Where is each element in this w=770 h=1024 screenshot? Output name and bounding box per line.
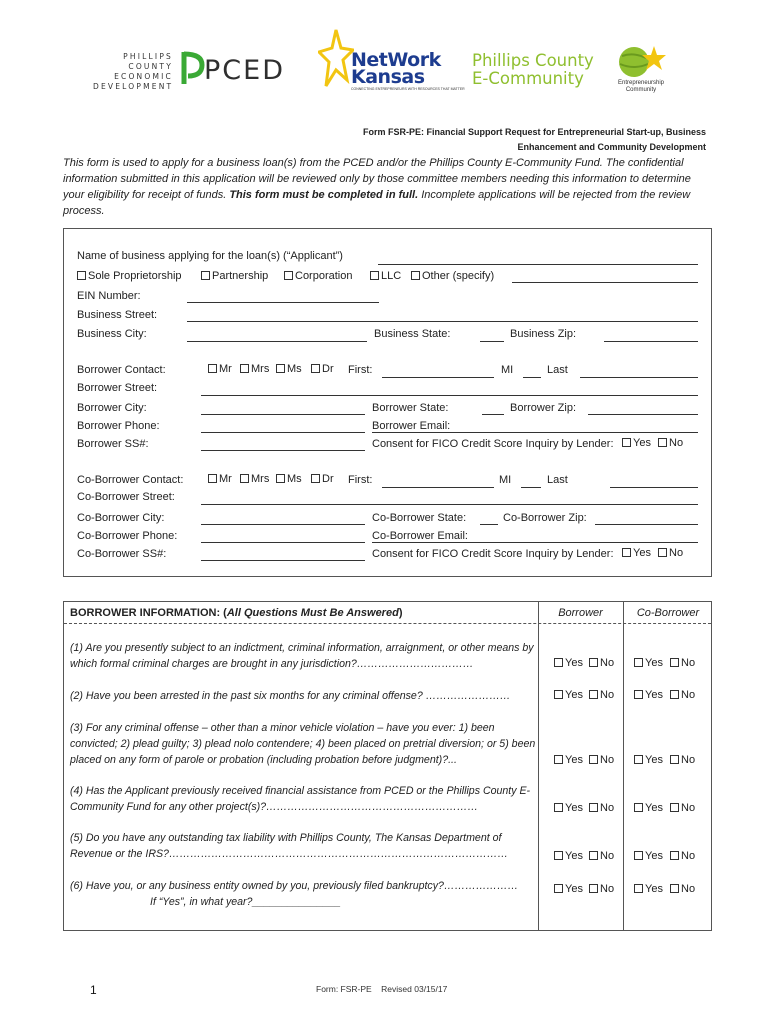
borrower-title-mrs-checkbox[interactable]: [240, 363, 269, 376]
question-1: (1) Are you presently subject to an indictment, criminal information, arraignment, or other means by which formal criminal charges are brought in any jurisdiction?……………………………: [70, 642, 534, 670]
coborrower-first-label: First:: [348, 474, 373, 486]
checkbox-icon: [670, 755, 679, 764]
coborrower-city-field[interactable]: [201, 524, 365, 525]
borrower-consent-label: Consent for FICO Credit Score Inquiry by Lender:: [372, 438, 614, 450]
checkbox-icon: [311, 474, 320, 483]
logo-line: Phillips County: [472, 51, 594, 70]
borrower-information-table: [63, 601, 712, 931]
intro-text: Incomplete applications will be rejected from the review process.: [63, 189, 691, 217]
question-2: (2) Have you been arrested in the past six months for any criminal offense? ……………………: [70, 690, 511, 702]
borrower-title-dr-checkbox[interactable]: [311, 363, 334, 376]
entity-label: Sole Proprietorship: [88, 270, 182, 282]
no-label: No: [681, 657, 696, 669]
yes-label: Yes: [565, 689, 583, 701]
coborrower-email-field[interactable]: [372, 542, 698, 543]
borrower-email-field[interactable]: [372, 432, 698, 433]
q3-borrower-no-checkbox[interactable]: [589, 754, 614, 766]
borrower-title-ms-checkbox[interactable]: [276, 363, 302, 376]
q6-borrower-yes-checkbox[interactable]: [554, 883, 583, 895]
yes-label: Yes: [645, 754, 663, 766]
borrower-zip-field[interactable]: [588, 414, 698, 415]
checkbox-icon: [411, 271, 420, 280]
entity-partnership-checkbox[interactable]: [201, 270, 268, 283]
q2-coborrower-yes-checkbox[interactable]: [634, 689, 663, 701]
q1-coborrower-no-checkbox[interactable]: [670, 657, 695, 669]
logo-line: DEVELOPMENT: [93, 82, 174, 91]
borrower-ss-label: Borrower SS#:: [77, 438, 149, 450]
checkbox-icon: [670, 803, 679, 812]
checkbox-icon: [554, 851, 563, 860]
borrower-street-field[interactable]: [201, 395, 698, 396]
logo-line: COUNTY: [128, 62, 173, 71]
checkbox-icon: [670, 851, 679, 860]
q4-borrower-no-checkbox[interactable]: [589, 802, 614, 814]
coborrower-consent-yes-checkbox[interactable]: [622, 547, 651, 560]
coborrower-consent-no-checkbox[interactable]: [658, 547, 683, 560]
no-label: No: [600, 754, 615, 766]
borrower-consent-no-checkbox[interactable]: [658, 437, 683, 450]
checkbox-icon: [634, 690, 643, 699]
title-label: Dr: [322, 473, 334, 485]
business-state-label: Business State:: [374, 328, 451, 340]
entity-corporation-checkbox[interactable]: [284, 270, 352, 283]
q4-coborrower-no-checkbox[interactable]: [670, 802, 695, 814]
q6-borrower-no-checkbox[interactable]: [589, 883, 614, 895]
column-header-borrower: Borrower: [558, 607, 603, 619]
no-label: No: [600, 850, 615, 862]
borrower-first-field[interactable]: [382, 377, 494, 378]
title-label: Mr: [219, 473, 232, 485]
borrower-state-field[interactable]: [482, 414, 504, 415]
ein-field[interactable]: [187, 302, 379, 303]
entity-label: Corporation: [295, 270, 353, 282]
form-title-line: Form FSR-PE: Financial Support Request for Entrepreneurial Start-up, Business: [362, 127, 706, 137]
question-5: (5) Do you have any outstanding tax liability with Phillips County, The Kansas Department of Revenue or the IRS?……………………………………………………………………………………: [70, 832, 508, 860]
q2-borrower-yes-checkbox[interactable]: [554, 689, 583, 701]
logo-line: E-Community: [472, 69, 584, 88]
page-number: 1: [90, 983, 97, 997]
q4-coborrower-yes-checkbox[interactable]: [634, 802, 663, 814]
title-label: Mrs: [251, 363, 270, 375]
checkbox-icon: [622, 438, 631, 447]
borrower-city-label: Borrower City:: [77, 402, 147, 414]
ein-label: EIN Number:: [77, 290, 141, 302]
q3-borrower-yes-checkbox[interactable]: [554, 754, 583, 766]
checkbox-icon: [634, 803, 643, 812]
checkbox-icon: [284, 271, 293, 280]
pced-logo-word: PCED: [204, 55, 285, 86]
entity-sole-prop-checkbox[interactable]: [77, 270, 182, 283]
intro-paragraph: [63, 155, 713, 219]
title-label: Mrs: [251, 473, 270, 485]
no-label: No: [669, 547, 684, 559]
column-header-coborrower: Co-Borrower: [636, 607, 700, 619]
network-kansas-star-icon: [318, 28, 354, 90]
question-6: (6) Have you, or any business entity owned by you, previously filed bankruptcy?…………………: [70, 880, 519, 892]
borrower-phone-label: Borrower Phone:: [77, 420, 160, 432]
eec-logo-text: [606, 80, 676, 93]
yes-label: Yes: [633, 547, 651, 559]
title-label: Dr: [322, 363, 334, 375]
no-label: No: [681, 689, 696, 701]
no-label: No: [600, 657, 615, 669]
yes-label: Yes: [565, 754, 583, 766]
heading-italic: All Questions Must Be Answered: [226, 607, 399, 619]
phillips-county-logo-text: [93, 52, 173, 92]
yes-label: Yes: [645, 883, 663, 895]
checkbox-icon: [589, 658, 598, 667]
logo-line: ECONOMIC: [114, 72, 173, 81]
checkbox-icon: [634, 658, 643, 667]
e-community-logo: [472, 52, 594, 88]
checkbox-icon: [276, 474, 285, 483]
q1-coborrower-yes-checkbox[interactable]: [634, 657, 663, 669]
business-city-label: Business City:: [77, 328, 147, 340]
coborrower-mi-field[interactable]: [521, 487, 541, 488]
checkbox-icon: [589, 690, 598, 699]
no-label: No: [681, 883, 696, 895]
checkbox-icon: [589, 755, 598, 764]
q4-borrower-yes-checkbox[interactable]: [554, 802, 583, 814]
entity-label: LLC: [381, 270, 402, 282]
coborrower-ss-label: Co-Borrower SS#:: [77, 548, 167, 560]
coborrower-zip-field[interactable]: [595, 524, 698, 525]
no-label: No: [681, 754, 696, 766]
question-3: (3) For any criminal offense – other than a minor vehicle violation – have you ever: 1) been convicted; 2) plead guilty; 3) plead nolo contendere; 4) been placed on pretrial diversion; or 5) been placed on any form of parole or probation (including probation before judgment)?...: [70, 722, 536, 766]
borrower-state-label: Borrower State:: [372, 402, 449, 414]
coborrower-city-label: Co-Borrower City:: [77, 512, 165, 524]
coborrower-title-ms-checkbox[interactable]: [276, 473, 302, 486]
q3-coborrower-no-checkbox[interactable]: [670, 754, 695, 766]
title-label: Ms: [287, 363, 302, 375]
yes-label: Yes: [645, 802, 663, 814]
borrower-ss-field[interactable]: [201, 450, 365, 451]
applicant-section: [63, 228, 712, 577]
borrower-phone-field[interactable]: [201, 432, 365, 433]
borrower-contact-label: Borrower Contact:: [77, 364, 166, 376]
q6-coborrower-no-checkbox[interactable]: [670, 883, 695, 895]
business-state-field[interactable]: [480, 341, 504, 342]
entity-other-field[interactable]: [512, 282, 698, 283]
header-divider: [64, 623, 711, 624]
entity-label: Other (specify): [422, 270, 495, 282]
yes-label: Yes: [565, 802, 583, 814]
checkbox-icon: [670, 690, 679, 699]
network-kansas-tagline: CONNECTING ENTREPRENEURS WITH RESOURCES THAT MATTER: [351, 87, 465, 91]
checkbox-icon: [634, 851, 643, 860]
form-title-line: Enhancement and Community Development: [517, 142, 706, 152]
network-kansas-logo-net: NetWork: [351, 49, 441, 71]
intro-bold-text: This form must be completed in full.: [229, 189, 419, 201]
checkbox-icon: [77, 271, 86, 280]
yes-label: Yes: [565, 883, 583, 895]
q1-borrower-yes-checkbox[interactable]: [554, 657, 583, 669]
heading-close: ): [398, 607, 403, 619]
checkbox-icon: [554, 755, 563, 764]
q6-coborrower-yes-checkbox[interactable]: [634, 883, 663, 895]
no-label: No: [669, 437, 684, 449]
no-label: No: [681, 850, 696, 862]
checkbox-icon: [589, 884, 598, 893]
checkbox-icon: [634, 884, 643, 893]
checkbox-icon: [311, 364, 320, 373]
checkbox-icon: [370, 271, 379, 280]
coborrower-title-mr-checkbox[interactable]: [208, 473, 232, 486]
question-6-followup: If “Yes”, in what year?_______________: [150, 896, 341, 908]
q3-coborrower-yes-checkbox[interactable]: [634, 754, 663, 766]
borrower-consent-yes-checkbox[interactable]: [622, 437, 651, 450]
checkbox-icon: [554, 690, 563, 699]
heading-bold: BORROWER INFORMATION: (: [70, 607, 227, 619]
form-revision: Form: FSR-PE Revised 03/15/17: [316, 984, 448, 994]
checkbox-icon: [554, 884, 563, 893]
logo-line: PHILLIPS: [123, 52, 173, 61]
coborrower-contact-label: Co-Borrower Contact:: [77, 474, 184, 486]
business-city-field[interactable]: [187, 341, 367, 342]
borrower-street-label: Borrower Street:: [77, 382, 158, 394]
yes-label: Yes: [645, 850, 663, 862]
q2-borrower-no-checkbox[interactable]: [589, 689, 614, 701]
coborrower-consent-label: Consent for FICO Credit Score Inquiry by Lender:: [372, 548, 614, 560]
borrower-mi-label: MI: [501, 364, 514, 376]
checkbox-icon: [240, 474, 249, 483]
no-label: No: [600, 802, 615, 814]
business-name-field[interactable]: [378, 264, 698, 265]
network-kansas-logo-kansas: Kansas: [351, 66, 425, 88]
coborrower-street-label: Co-Borrower Street:: [77, 491, 175, 503]
form-title: [300, 125, 706, 155]
coborrower-first-field[interactable]: [382, 487, 494, 488]
coborrower-last-field[interactable]: [610, 487, 698, 488]
column-divider: [623, 602, 624, 930]
coborrower-mi-label: MI: [499, 474, 512, 486]
checkbox-icon: [276, 364, 285, 373]
no-label: No: [600, 883, 615, 895]
borrower-mi-field[interactable]: [523, 377, 541, 378]
entity-llc-checkbox[interactable]: [370, 270, 401, 283]
yes-label: Yes: [645, 689, 663, 701]
checkbox-icon: [658, 548, 667, 557]
coborrower-title-dr-checkbox[interactable]: [311, 473, 334, 486]
coborrower-state-field[interactable]: [480, 524, 498, 525]
borrower-last-field[interactable]: [580, 377, 698, 378]
checkbox-icon: [634, 755, 643, 764]
yes-label: Yes: [565, 850, 583, 862]
q2-coborrower-no-checkbox[interactable]: [670, 689, 695, 701]
business-name-label: Name of business applying for the loan(s) (“Applicant”): [77, 250, 343, 262]
checkbox-icon: [589, 851, 598, 860]
coborrower-zip-label: Co-Borrower Zip:: [503, 512, 587, 524]
borrower-first-label: First:: [348, 364, 373, 376]
coborrower-last-label: Last: [547, 474, 568, 486]
coborrower-phone-field[interactable]: [201, 542, 365, 543]
title-label: Mr: [219, 363, 232, 375]
question-4: (4) Has the Applicant previously received financial assistance from PCED or the Phillips County E-Community Fund for any other project(s)?……………………………………………………: [70, 785, 531, 813]
borrower-city-field[interactable]: [201, 414, 365, 415]
coborrower-title-mrs-checkbox[interactable]: [240, 473, 269, 486]
coborrower-phone-label: Co-Borrower Phone:: [77, 530, 178, 542]
q5-coborrower-yes-checkbox[interactable]: [634, 850, 663, 862]
checkbox-icon: [658, 438, 667, 447]
coborrower-email-label: Co-Borrower Email:: [372, 530, 468, 542]
borrower-zip-label: Borrower Zip:: [510, 402, 577, 414]
checkbox-icon: [670, 884, 679, 893]
checkbox-icon: [240, 364, 249, 373]
checkbox-icon: [589, 803, 598, 812]
checkbox-icon: [208, 364, 217, 373]
no-label: No: [600, 689, 615, 701]
q5-borrower-yes-checkbox[interactable]: [554, 850, 583, 862]
coborrower-street-field[interactable]: [201, 504, 698, 505]
yes-label: Yes: [565, 657, 583, 669]
logo-line: Community: [625, 86, 657, 93]
coborrower-state-label: Co-Borrower State:: [372, 512, 467, 524]
logo-line: Entrepreneurship: [617, 80, 665, 86]
q5-coborrower-no-checkbox[interactable]: [670, 850, 695, 862]
entity-label: Partnership: [212, 270, 269, 282]
business-street-label: Business Street:: [77, 309, 158, 321]
borrower-last-label: Last: [547, 364, 568, 376]
table-heading: [70, 607, 402, 619]
no-label: No: [681, 802, 696, 814]
q5-borrower-no-checkbox[interactable]: [589, 850, 614, 862]
checkbox-icon: [554, 658, 563, 667]
yes-label: Yes: [645, 657, 663, 669]
checkbox-icon: [201, 271, 210, 280]
business-street-field[interactable]: [187, 321, 698, 322]
borrower-title-mr-checkbox[interactable]: [208, 363, 232, 376]
checkbox-icon: [670, 658, 679, 667]
q1-borrower-no-checkbox[interactable]: [589, 657, 614, 669]
checkbox-icon: [622, 548, 631, 557]
yes-label: Yes: [633, 437, 651, 449]
business-zip-label: Business Zip:: [510, 328, 577, 340]
business-zip-field[interactable]: [604, 341, 698, 342]
coborrower-ss-field[interactable]: [201, 560, 365, 561]
checkbox-icon: [208, 474, 217, 483]
borrower-email-label: Borrower Email:: [372, 420, 451, 432]
checkbox-icon: [554, 803, 563, 812]
title-label: Ms: [287, 473, 302, 485]
entity-other-checkbox[interactable]: [411, 270, 494, 283]
intro-text: This form is used to apply for a business loan(s) from the PCED and/or the Phillips County E-Community Fund. The confidential information submitted in this application will be reviewed only by those committee members needing this information to determine your eligibility for receipt of funds.: [63, 157, 691, 201]
